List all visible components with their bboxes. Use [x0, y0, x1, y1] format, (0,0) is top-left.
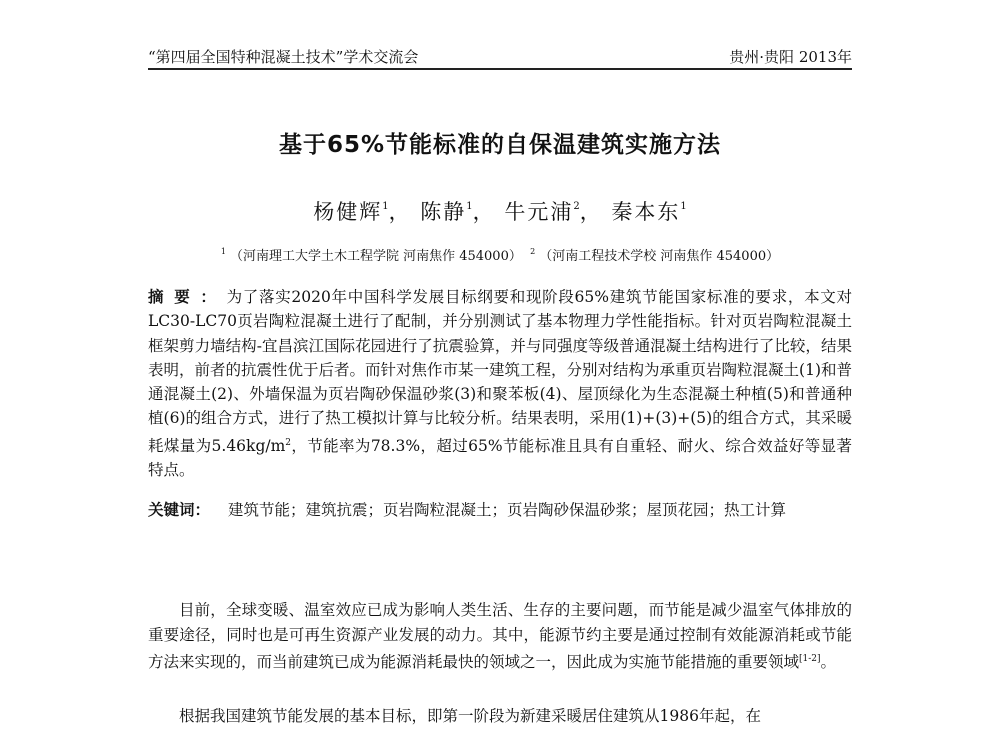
citation-ref: [1-2] [799, 654, 821, 664]
author-list [0, 196, 1000, 226]
affiliation-number: 2 [530, 247, 536, 256]
location-year: 贵州·贵阳 2013年 [729, 48, 852, 66]
author-affiliation-mark: 1 [382, 201, 389, 212]
paper-title: 基于65%节能标准的自保温建筑实施方法 [278, 132, 722, 158]
author-name: 秦本东 [611, 200, 681, 224]
abstract-text: 为了落实2020年中国科学发展目标纲要和现阶段65%建筑节能国家标准的要求，本文对LC30-LC70页岩陶粒混凝土进行了配制，并分别测试了基本物理力学性能指标。针对页岩陶粒混凝土框架剪力墙结构-宜昌滨江国际花园进行了抗震验算，并与同强度等级普通混凝土结构进行了比较，结果表明，前者的抗震性优于后者。而针对焦作市某一建筑工程，分别对结构为承重页岩陶粒混凝土(1)和普通混凝土(2)、外墙保温为页岩陶砂保温砂浆(3)和聚苯板(4)、屋顶绿化为生态混凝土种植(5)和普通种植(6)的组合方式，进行了热工模拟计算与比较分析。结果表明，采用(1)+(3)+(5)的组合方式，其采暖耗煤量为5.46kg/m [148, 288, 852, 455]
keywords [148, 498, 852, 522]
paragraph-text: 目前，全球变暖、温室效应已成为影响人类生活、生存的主要问题，而节能是减少温室气体排放的重要途径，同时也是可再生资源产业发展的动力。其中，能源节约主要是通过控制有效能源消耗或节能方法来实现的，而当前建筑已成为能源消耗最快的领域之一，因此成为实施节能措施的重要领域 [148, 601, 852, 671]
affiliation-text: （河南工程技术学校 河南焦作 454000） [539, 249, 780, 264]
author-separator: ， [579, 200, 603, 224]
keywords-text: 建筑节能；建筑抗震；页岩陶粒混凝土；页岩陶砂保温砂浆；屋顶花园；热工计算 [228, 501, 787, 519]
paragraph-text: 根据我国建筑节能发展的基本目标，即第一阶段为新建采暖居住建筑从1986年起，在 [179, 707, 761, 725]
affiliations [0, 245, 1000, 264]
author-name: 牛元浦 [504, 200, 574, 224]
author-name: 杨健辉 [313, 200, 383, 224]
author-affiliation-mark: 1 [466, 201, 473, 212]
abstract-label: 摘要： [148, 287, 227, 306]
author-name: 陈静 [420, 200, 467, 224]
author-affiliation-mark: 2 [573, 201, 580, 212]
abstract [148, 285, 852, 482]
author-affiliation-mark: 1 [680, 201, 687, 212]
unit-superscript: 2 [285, 437, 292, 448]
body-paragraph [148, 598, 852, 675]
affiliation-text: （河南理工大学土木工程学院 河南焦作 454000） [229, 249, 522, 264]
body-paragraph [148, 704, 852, 729]
author-separator: ， [472, 200, 496, 224]
keywords-label: 关键词： [148, 500, 211, 519]
running-header [148, 46, 852, 70]
abstract-text-end: ，节能率为78.3%，超过65%节能标准且具有自重轻、耐火、综合效益好等显著特点。 [148, 436, 852, 480]
affiliation-number: 1 [220, 247, 226, 256]
conference-name: “第四届全国特种混凝土技术”学术交流会 [148, 48, 419, 66]
author-separator: ， [388, 200, 412, 224]
paragraph-end: 。 [820, 653, 837, 671]
